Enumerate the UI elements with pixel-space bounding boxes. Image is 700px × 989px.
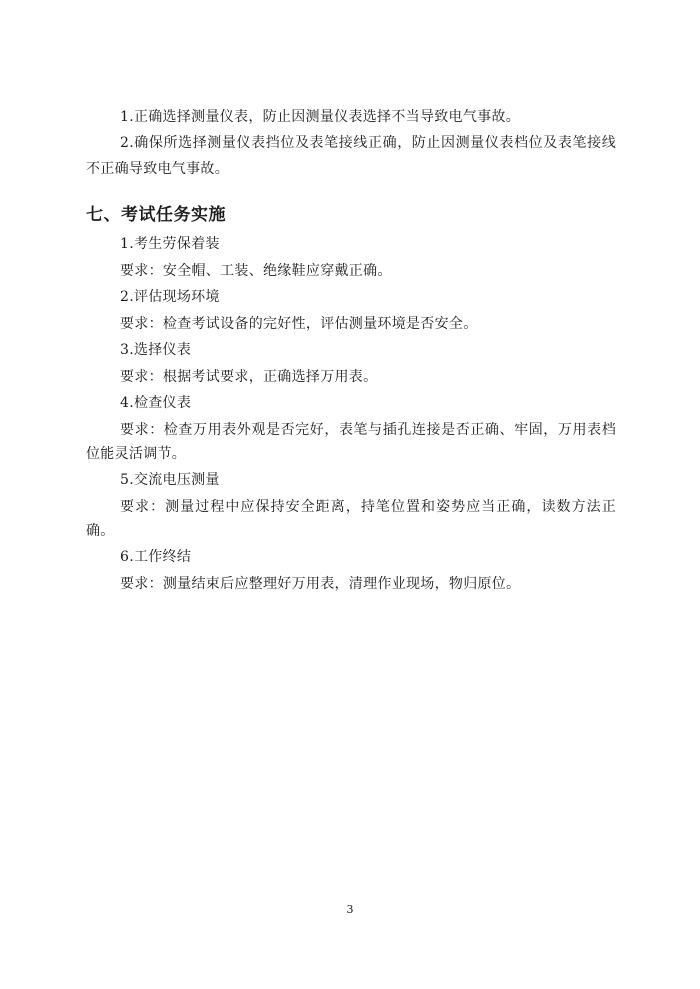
task-requirement-4: 要求：检查万用表外观是否完好，表笔与插孔连接是否正确、牢固，万用表档位能灵活调节。 (86, 422, 616, 462)
task-title-1: 1.考生劳保着装 (120, 236, 220, 252)
task-title-5: 5.交流电压测量 (120, 472, 220, 488)
task-requirement-5: 要求：测量过程中应保持安全距离，持笔位置和姿势应当正确，读数方法正确。 (86, 499, 616, 539)
task-title-6: 6.工作终结 (120, 549, 192, 565)
task-title-4: 4.检查仪表 (120, 395, 192, 411)
task-requirement-1: 要求：安全帽、工装、绝缘鞋应穿戴正确。 (120, 263, 392, 279)
task-list (86, 234, 616, 600)
intro-paragraph-1: 1.正确选择测量仪表，防止因测量仪表选择不当导致电气事故。 (120, 109, 521, 125)
task-requirement-2: 要求：检查考试设备的完好性，评估测量环境是否安全。 (120, 316, 478, 332)
task-title-2: 2.评估现场环境 (120, 289, 220, 305)
task-title-3: 3.选择仪表 (120, 342, 192, 358)
task-requirement-3: 要求：根据考试要求，正确选择万用表。 (120, 369, 378, 385)
intro-block (86, 104, 616, 182)
intro-paragraph-2: 2.确保所选择测量仪表挡位及表笔接线正确，防止因测量仪表档位及表笔接线不正确导致电气事故。 (86, 135, 616, 177)
task-requirement-6: 要求：测量结束后应整理好万用表，清理作业现场，物归原位。 (120, 576, 521, 592)
section-title: 七、考试任务实施 (86, 205, 226, 225)
page-number: 3 (346, 903, 354, 916)
